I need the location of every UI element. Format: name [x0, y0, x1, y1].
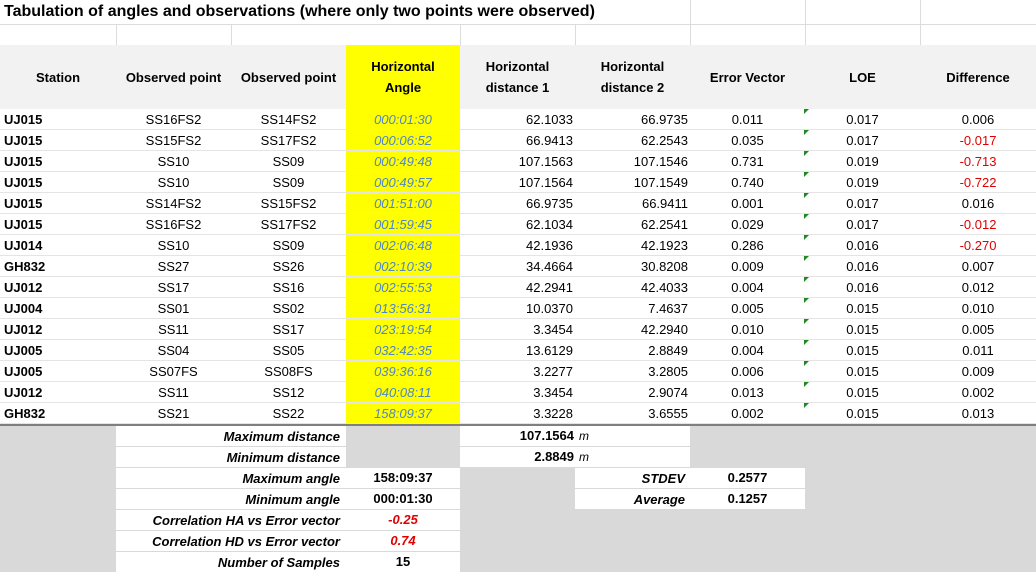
cell-hd1[interactable]: 66.9413	[526, 133, 573, 148]
cell-p2[interactable]: SS17FS2	[260, 133, 317, 148]
cell-p2[interactable]: SS09	[272, 238, 305, 253]
cell-indicator-icon	[804, 277, 809, 282]
cell-p2[interactable]: SS05	[272, 343, 305, 358]
cell-angle[interactable]: 002:06:48	[374, 238, 432, 253]
cell-angle[interactable]: 032:42:35	[374, 343, 432, 358]
cell-p1[interactable]: SS10	[157, 154, 190, 169]
cell-loe[interactable]: 0.017	[846, 133, 879, 148]
cell-hd2[interactable]: 3.6555	[648, 406, 688, 421]
cell-angle[interactable]: 023:19:54	[374, 322, 432, 337]
min-distance-value[interactable]: 2.8849	[534, 449, 574, 464]
max-distance-unit: m	[579, 429, 589, 443]
cell-hd1[interactable]: 107.1564	[518, 175, 573, 190]
max-distance-value[interactable]: 107.1564	[519, 428, 574, 443]
cell-angle[interactable]: 013:56:31	[374, 301, 432, 316]
table-row	[0, 214, 1036, 235]
cell-indicator-icon	[804, 382, 809, 387]
cell-station[interactable]: UJ015	[4, 175, 43, 190]
cell-p2[interactable]: SS22	[272, 406, 305, 421]
cell-ev[interactable]: 0.013	[731, 385, 764, 400]
cell-hd1[interactable]: 10.0370	[526, 301, 573, 316]
cell-ev[interactable]: 0.006	[731, 364, 764, 379]
table-row	[0, 172, 1036, 193]
cell-diff[interactable]: 0.006	[961, 112, 995, 127]
corr-hd-label: Correlation HD vs Error vector	[152, 534, 340, 549]
cell-hd2[interactable]: 2.9074	[648, 385, 688, 400]
table-row	[0, 298, 1036, 319]
cell-diff[interactable]: -0.722	[959, 175, 997, 190]
header-station[interactable]: Station	[35, 69, 81, 85]
cell-p2[interactable]: SS15FS2	[260, 196, 317, 211]
corr-ha-label: Correlation HA vs Error vector	[152, 513, 340, 528]
samples-label: Number of Samples	[217, 555, 340, 570]
cell-hd1[interactable]: 62.1034	[526, 217, 573, 232]
cell-hd1[interactable]: 107.1563	[518, 154, 573, 169]
min-distance-label: Minimum distance	[226, 450, 340, 465]
cell-diff[interactable]: 0.016	[961, 196, 995, 211]
header-observed-point-1[interactable]: Observed point	[125, 69, 222, 85]
average-value[interactable]: 0.1257	[727, 491, 768, 506]
cell-indicator-icon	[804, 256, 809, 261]
cell-angle[interactable]: 002:55:53	[374, 280, 432, 295]
cell-hd2[interactable]: 62.2543	[641, 133, 688, 148]
header-error-vector[interactable]: Error Vector	[709, 69, 786, 85]
cell-hd2[interactable]: 42.4033	[641, 280, 688, 295]
cell-p2[interactable]: SS02	[272, 301, 305, 316]
cell-p1[interactable]: SS14FS2	[145, 196, 202, 211]
cell-angle[interactable]: 000:49:57	[374, 175, 432, 190]
cell-p1[interactable]: SS10	[157, 175, 190, 190]
cell-hd1[interactable]: 34.4664	[526, 259, 573, 274]
cell-p1[interactable]: SS04	[157, 343, 190, 358]
cell-loe[interactable]: 0.015	[846, 406, 879, 421]
cell-station[interactable]: UJ015	[4, 112, 43, 127]
cell-station[interactable]: GH832	[4, 406, 46, 421]
cell-hd1[interactable]: 3.2277	[533, 364, 573, 379]
cell-indicator-icon	[804, 298, 809, 303]
cell-p2[interactable]: SS09	[272, 154, 305, 169]
cell-indicator-icon	[804, 340, 809, 345]
max-angle-label: Maximum angle	[242, 471, 340, 486]
cell-indicator-icon	[804, 151, 809, 156]
cell-ev[interactable]: 0.011	[731, 112, 764, 127]
cell-hd2[interactable]: 7.4637	[648, 301, 688, 316]
cell-loe[interactable]: 0.017	[846, 196, 879, 211]
cell-station[interactable]: UJ015	[4, 133, 43, 148]
gridline	[575, 24, 576, 45]
cell-loe[interactable]: 0.016	[846, 238, 879, 253]
cell-loe[interactable]: 0.017	[846, 112, 879, 127]
cell-diff[interactable]: -0.017	[959, 133, 997, 148]
gridline	[690, 0, 691, 45]
cell-loe[interactable]: 0.015	[846, 343, 879, 358]
cell-angle[interactable]: 001:59:45	[374, 217, 432, 232]
cell-p1[interactable]: SS10	[157, 238, 190, 253]
cell-station[interactable]: UJ015	[4, 217, 43, 232]
cell-p2[interactable]: SS14FS2	[260, 112, 317, 127]
cell-loe[interactable]: 0.015	[846, 301, 879, 316]
cell-hd2[interactable]: 3.2805	[648, 364, 688, 379]
cell-hd2[interactable]: 42.2940	[641, 322, 688, 337]
gridline	[231, 24, 232, 45]
gridline	[116, 24, 117, 45]
cell-ev[interactable]: 0.002	[731, 406, 764, 421]
min-angle-value[interactable]: 000:01:30	[373, 491, 433, 506]
table-row	[0, 193, 1036, 214]
cell-hd2[interactable]: 66.9735	[641, 112, 688, 127]
cell-p2[interactable]: SS16	[272, 280, 305, 295]
cell-station[interactable]: UJ004	[4, 301, 43, 316]
cell-loe[interactable]: 0.015	[846, 385, 879, 400]
cell-p2[interactable]: SS08FS	[264, 364, 313, 379]
header-observed-point-2[interactable]: Observed point	[240, 69, 337, 85]
table-row	[0, 256, 1036, 277]
cell-hd2[interactable]: 30.8208	[641, 259, 688, 274]
stdev-value[interactable]: 0.2577	[727, 470, 768, 485]
cell-indicator-icon	[804, 319, 809, 324]
table-row	[0, 340, 1036, 361]
max-distance-label: Maximum distance	[223, 429, 340, 444]
corr-ha-value[interactable]: -0.25	[388, 512, 418, 527]
cell-loe[interactable]: 0.019	[846, 154, 879, 169]
cell-p1[interactable]: SS16FS2	[145, 112, 202, 127]
table-row	[0, 277, 1036, 298]
cell-p1[interactable]: SS11	[158, 385, 189, 400]
cell-angle[interactable]: 039:36:16	[374, 364, 432, 379]
cell-diff[interactable]: 0.013	[961, 406, 995, 421]
gridline	[0, 24, 1036, 25]
cell-angle[interactable]: 000:49:48	[374, 154, 432, 169]
cell-hd2[interactable]: 66.9411	[641, 196, 688, 211]
cell-p1[interactable]: SS27	[157, 259, 190, 274]
cell-indicator-icon	[804, 130, 809, 135]
cell-station[interactable]: UJ015	[4, 196, 43, 211]
cell-ev[interactable]: 0.740	[731, 175, 764, 190]
cell-station[interactable]: UJ012	[4, 385, 43, 400]
cell-station[interactable]: UJ015	[4, 154, 43, 169]
cell-indicator-icon	[804, 193, 809, 198]
cell-indicator-icon	[804, 109, 809, 114]
cell-indicator-icon	[804, 403, 809, 408]
cell-p2[interactable]: SS17	[272, 322, 305, 337]
sheet-title: Tabulation of angles and observations (where only two points were observed)	[4, 3, 595, 20]
corr-hd-value[interactable]: 0.74	[390, 533, 416, 548]
cell-ev[interactable]: 0.004	[731, 280, 764, 295]
cell-loe[interactable]: 0.016	[846, 259, 879, 274]
cell-ev[interactable]: 0.029	[731, 217, 764, 232]
stdev-label: STDEV	[641, 471, 685, 486]
cell-ev[interactable]: 0.005	[731, 301, 764, 316]
cell-p1[interactable]: SS01	[157, 301, 190, 316]
table-row	[0, 151, 1036, 172]
max-angle-value[interactable]: 158:09:37	[373, 470, 433, 485]
cell-p2[interactable]: SS12	[272, 385, 305, 400]
header-difference[interactable]: Difference	[946, 69, 1010, 85]
cell-p1[interactable]: SS16FS2	[145, 217, 202, 232]
cell-station[interactable]: UJ005	[4, 343, 43, 358]
header-horizontal-distance-2[interactable]: Horizontal distance 2	[600, 59, 665, 95]
table-row	[0, 109, 1036, 130]
cell-hd1[interactable]: 42.1936	[526, 238, 573, 253]
cell-diff[interactable]: -0.270	[959, 238, 997, 253]
cell-hd2[interactable]: 2.8849	[648, 343, 688, 358]
cell-station[interactable]: UJ012	[4, 280, 43, 295]
min-angle-label: Minimum angle	[245, 492, 340, 507]
cell-ev[interactable]: 0.009	[731, 259, 764, 274]
cell-station[interactable]: UJ014	[4, 238, 43, 253]
cell-station[interactable]: UJ012	[4, 322, 43, 337]
cell-indicator-icon	[804, 361, 809, 366]
cell-ev[interactable]: 0.010	[731, 322, 764, 337]
cell-p1[interactable]: SS11	[158, 322, 189, 337]
cell-hd2[interactable]: 107.1549	[633, 175, 688, 190]
cell-hd1[interactable]: 3.3228	[533, 406, 573, 421]
cell-p2[interactable]: SS17FS2	[260, 217, 317, 232]
cell-p1[interactable]: SS07FS	[149, 364, 198, 379]
cell-indicator-icon	[804, 235, 809, 240]
cell-ev[interactable]: 0.004	[731, 343, 764, 358]
header-horizontal-angle[interactable]: Horizontal Angle	[371, 59, 435, 95]
samples-value[interactable]: 15	[395, 554, 411, 569]
cell-hd2[interactable]: 107.1546	[633, 154, 688, 169]
cell-hd2[interactable]: 42.1923	[641, 238, 688, 253]
table-row	[0, 235, 1036, 256]
cell-angle[interactable]: 000:06:52	[374, 133, 432, 148]
cell-angle[interactable]: 000:01:30	[374, 112, 432, 127]
cell-ev[interactable]: 0.035	[731, 133, 764, 148]
cell-diff[interactable]: -0.713	[959, 154, 997, 169]
cell-station[interactable]: GH832	[4, 259, 46, 274]
cell-angle[interactable]: 001:51:00	[374, 196, 432, 211]
cell-p1[interactable]: SS15FS2	[145, 133, 202, 148]
cell-diff[interactable]: -0.012	[959, 217, 997, 232]
cell-ev[interactable]: 0.286	[731, 238, 764, 253]
table-row	[0, 382, 1036, 403]
cell-hd1[interactable]: 66.9735	[526, 196, 573, 211]
cell-hd2[interactable]: 62.2541	[641, 217, 688, 232]
cell-ev[interactable]: 0.731	[731, 154, 764, 169]
cell-angle[interactable]: 040:08:11	[374, 385, 432, 400]
cell-p2[interactable]: SS26	[272, 259, 305, 274]
cell-diff[interactable]: 0.011	[962, 343, 994, 358]
cell-loe[interactable]: 0.017	[846, 217, 879, 232]
min-distance-unit: m	[579, 450, 589, 464]
table-row	[0, 403, 1036, 424]
gridline	[805, 0, 806, 45]
cell-diff[interactable]: 0.002	[961, 385, 995, 400]
gridline	[920, 0, 921, 45]
cell-angle[interactable]: 002:10:39	[374, 259, 432, 274]
cell-p1[interactable]: SS17	[157, 280, 190, 295]
cell-diff[interactable]: 0.007	[961, 259, 995, 274]
average-label: Average	[633, 492, 685, 507]
cell-hd1[interactable]: 42.2941	[526, 280, 573, 295]
header-loe[interactable]: LOE	[849, 69, 876, 85]
cell-indicator-icon	[804, 214, 809, 219]
cell-diff[interactable]: 0.005	[961, 322, 995, 337]
cell-hd1[interactable]: 62.1033	[526, 112, 573, 127]
table-row	[0, 361, 1036, 382]
cell-loe[interactable]: 0.019	[846, 175, 879, 190]
cell-hd1[interactable]: 3.3454	[533, 385, 573, 400]
cell-hd1[interactable]: 13.6129	[526, 343, 573, 358]
cell-loe[interactable]: 0.015	[846, 322, 879, 337]
cell-diff[interactable]: 0.009	[961, 364, 995, 379]
cell-ev[interactable]: 0.001	[731, 196, 764, 211]
cell-loe[interactable]: 0.016	[846, 280, 879, 295]
gridline	[460, 24, 461, 45]
cell-hd1[interactable]: 3.3454	[533, 322, 573, 337]
cell-diff[interactable]: 0.012	[961, 280, 995, 295]
header-horizontal-distance-1[interactable]: Horizontal distance 1	[485, 59, 550, 95]
cell-p1[interactable]: SS21	[157, 406, 190, 421]
cell-angle[interactable]: 158:09:37	[374, 406, 432, 421]
cell-diff[interactable]: 0.010	[961, 301, 995, 316]
table-row	[0, 319, 1036, 340]
cell-station[interactable]: UJ005	[4, 364, 43, 379]
cell-p2[interactable]: SS09	[272, 175, 305, 190]
cell-indicator-icon	[804, 172, 809, 177]
cell-loe[interactable]: 0.015	[846, 364, 879, 379]
table-row	[0, 130, 1036, 151]
